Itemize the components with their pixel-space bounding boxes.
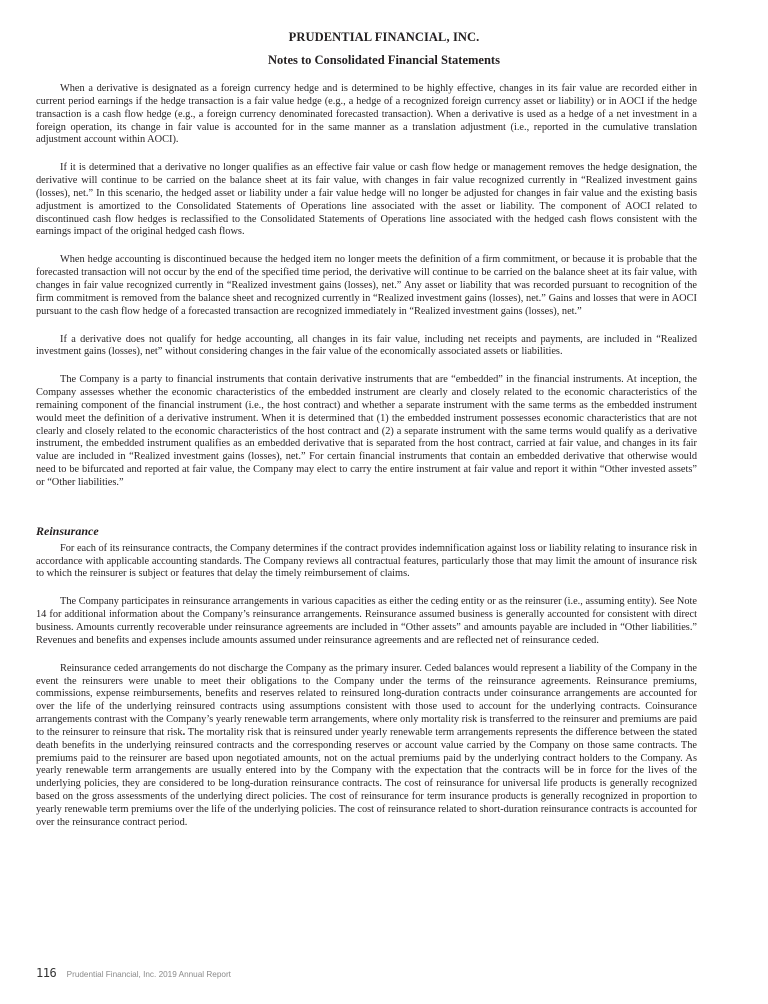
paragraph-non-qualifying-derivative: If a derivative does not qualify for hedge accounting, all changes in its fair value, including net receipts and payments, are included in “Realized investment gains (losses), net” without considering changes in the fair value of the economically associated assets or liabilities. xyxy=(36,333,697,358)
paragraph-reinsurance-contracts: For each of its reinsurance contracts, the Company determines if the contract provides indemnification against loss or liability relating to insurance risk in accordance with applicable accounting standards. The Company reviews all contractual features, particularly those that may limit the amount of insurance risk to which the reinsurer is subject or features that delay the timely reimbursement of claims. xyxy=(36,542,697,580)
company-name-header: PRUDENTIAL FINANCIAL, INC. xyxy=(288,30,480,44)
page-title: Notes to Consolidated Financial Statements xyxy=(268,53,500,67)
page-number: 116 xyxy=(36,966,57,980)
paragraph-foreign-currency-hedge: When a derivative is designated as a foreign currency hedge and is determined to be highly effective, changes in its fair value are recorded either in current period earnings if the hedge transaction is a fair value hedge (e.g., a hedge of a recognized foreign currency asset or liability) or in AOCI if the hedge transaction is a cash flow hedge (e.g., a foreign currency denominated forecasted transaction). When a derivative is used as a hedge of a net investment in a foreign operation, its change in fair value is accounted for in the same manner as a translation adjustment (i.e., reported in the cumulative translation adjustment account within AOCI). xyxy=(36,83,697,146)
paragraph-embedded-derivatives: The Company is a party to financial instruments that contain derivative instruments that are “embedded” in the financial instruments. At inception, the Company assesses whether the economic characteristics of the embedded instrument are clearly and closely related to the economic characteristics of the remaining component of the financial instrument (i.e., the host contract) and whether a separate instrument with the same terms as the embedded instrument would meet the definition of a derivative instrument. When it is determined that (1) the embedded instrument possesses economic characteristics that are not clearly and closely related to the economic characteristics of the host contract and (2) a separate instrument with the same terms would qualify as a derivative instrument, the embedded instrument qualifies as an embedded derivative that is separated from the host contract, carried at fair value, and changes in its fair value are included in “Realized investment gains (losses), net.” For certain financial instruments that contain an embedded derivative that otherwise would need to be bifurcated and reported at fair value, the Company may elect to carry the entire instrument at fair value and report it within “Other invested assets” or “Other liabilities.” xyxy=(36,374,697,488)
bold-period: . xyxy=(182,726,186,738)
footer-report-title: Prudential Financial, Inc. 2019 Annual Report xyxy=(66,970,231,979)
paragraph-reinsurance-ceded xyxy=(36,663,697,830)
page-footer xyxy=(36,964,231,982)
paragraph-reinsurance-arrangements: The Company participates in reinsurance arrangements in various capacities as either the ceding entity or as the reinsurer (i.e., assuming entity). See Note 14 for additional information about the Company’s reinsurance arrangements. Reinsurance assumed business is generally accounted for consistent with direct business. Amounts currently recoverable under reinsurance agreements are included in “Other assets” and amounts payable are included in “Other liabilities.” Revenues and benefits and expenses include amounts assumed under reinsurance agreements and are reflected net of reinsurance ceded. xyxy=(36,596,697,646)
reinsurance-ceded-text-part1: Reinsurance ceded arrangements do not discharge the Company as the primary insurer. Ceded balances would represent a liability of the Company in the event the reinsurers were unable to meet their obligations to the Company under the terms of the reinsurance agreements. Reinsurance premiums, commissions, expense reimbursements, benefits and reserves related to reinsured long-duration contracts under coinsurance arrangements are accounted for over the life of the underlying reinsured contracts using assumptions consistent with those used to account for the underlying contracts. Coinsurance arrangements contrast with the Company’s yearly renewable term arrangements, where only mortality risk is transferred to the reinsurer and premiums are paid to the reinsurer to reinsure that risk xyxy=(36,662,697,738)
reinsurance-ceded-text-part2: The mortality risk that is reinsured under yearly renewable term arrangements represents the difference between the stated death benefits in the underlying reinsured contracts and the corresponding reserves or account value carried by the Company on those same contracts. The premiums paid to the reinsurer are based upon negotiated amounts, not on the actual premiums paid by the underlying contract holders to the Company. As yearly renewable term arrangements are usually entered into by the Company with the expectation that the contracts will be in force for the lives of the underlying policies, they are considered to be long-duration reinsurance contracts. The cost of reinsurance for universal life products is generally recognized based on the gross assessments of the underlying direct policies. The cost of reinsurance for term insurance products is generally recognized in proportion to yearly renewable term premiums over the life of the underlying policies. The cost of reinsurance related to short-duration reinsurance contracts is accounted for over the reinsurance contract period. xyxy=(36,726,697,828)
document-body xyxy=(36,83,697,830)
paragraph-hedge-no-longer-qualifies: If it is determined that a derivative no longer qualifies as an effective fair value or cash flow hedge or management removes the hedge designation, the derivative will continue to be carried on the balance sheet at its fair value, with changes in fair value recognized currently in “Realized investment gains (losses), net.” In this scenario, the hedged asset or liability under a fair value hedge will no longer be adjusted for changes in fair value and the existing basis adjustment is amortized to the Consolidated Statements of Operations line associated with the asset or liability. The component of AOCI related to discontinued cash flow hedges is reclassified to the Consolidated Statements of Operations line associated with the hedged cash flows consistent with the earnings impact of the original hedged cash flows. xyxy=(36,162,697,238)
paragraph-hedge-accounting-discontinued: When hedge accounting is discontinued because the hedged item no longer meets the definition of a firm commitment, or because it is probable that the forecasted transaction will not occur by the end of the specified time period, the derivative will continue to be carried on the balance sheet at its fair value, with changes in fair value recognized currently in “Realized investment gains (losses), net.” Any asset or liability that was recorded pursuant to recognition of the firm commitment is removed from the balance sheet and recognized currently in “Realized investment gains (losses), net.” Gains and losses that were in AOCI pursuant to the cash flow hedge of a forecasted transaction are recognized immediately in “Realized investment gains (losses), net.” xyxy=(36,254,697,317)
section-heading-reinsurance: Reinsurance xyxy=(36,523,99,538)
